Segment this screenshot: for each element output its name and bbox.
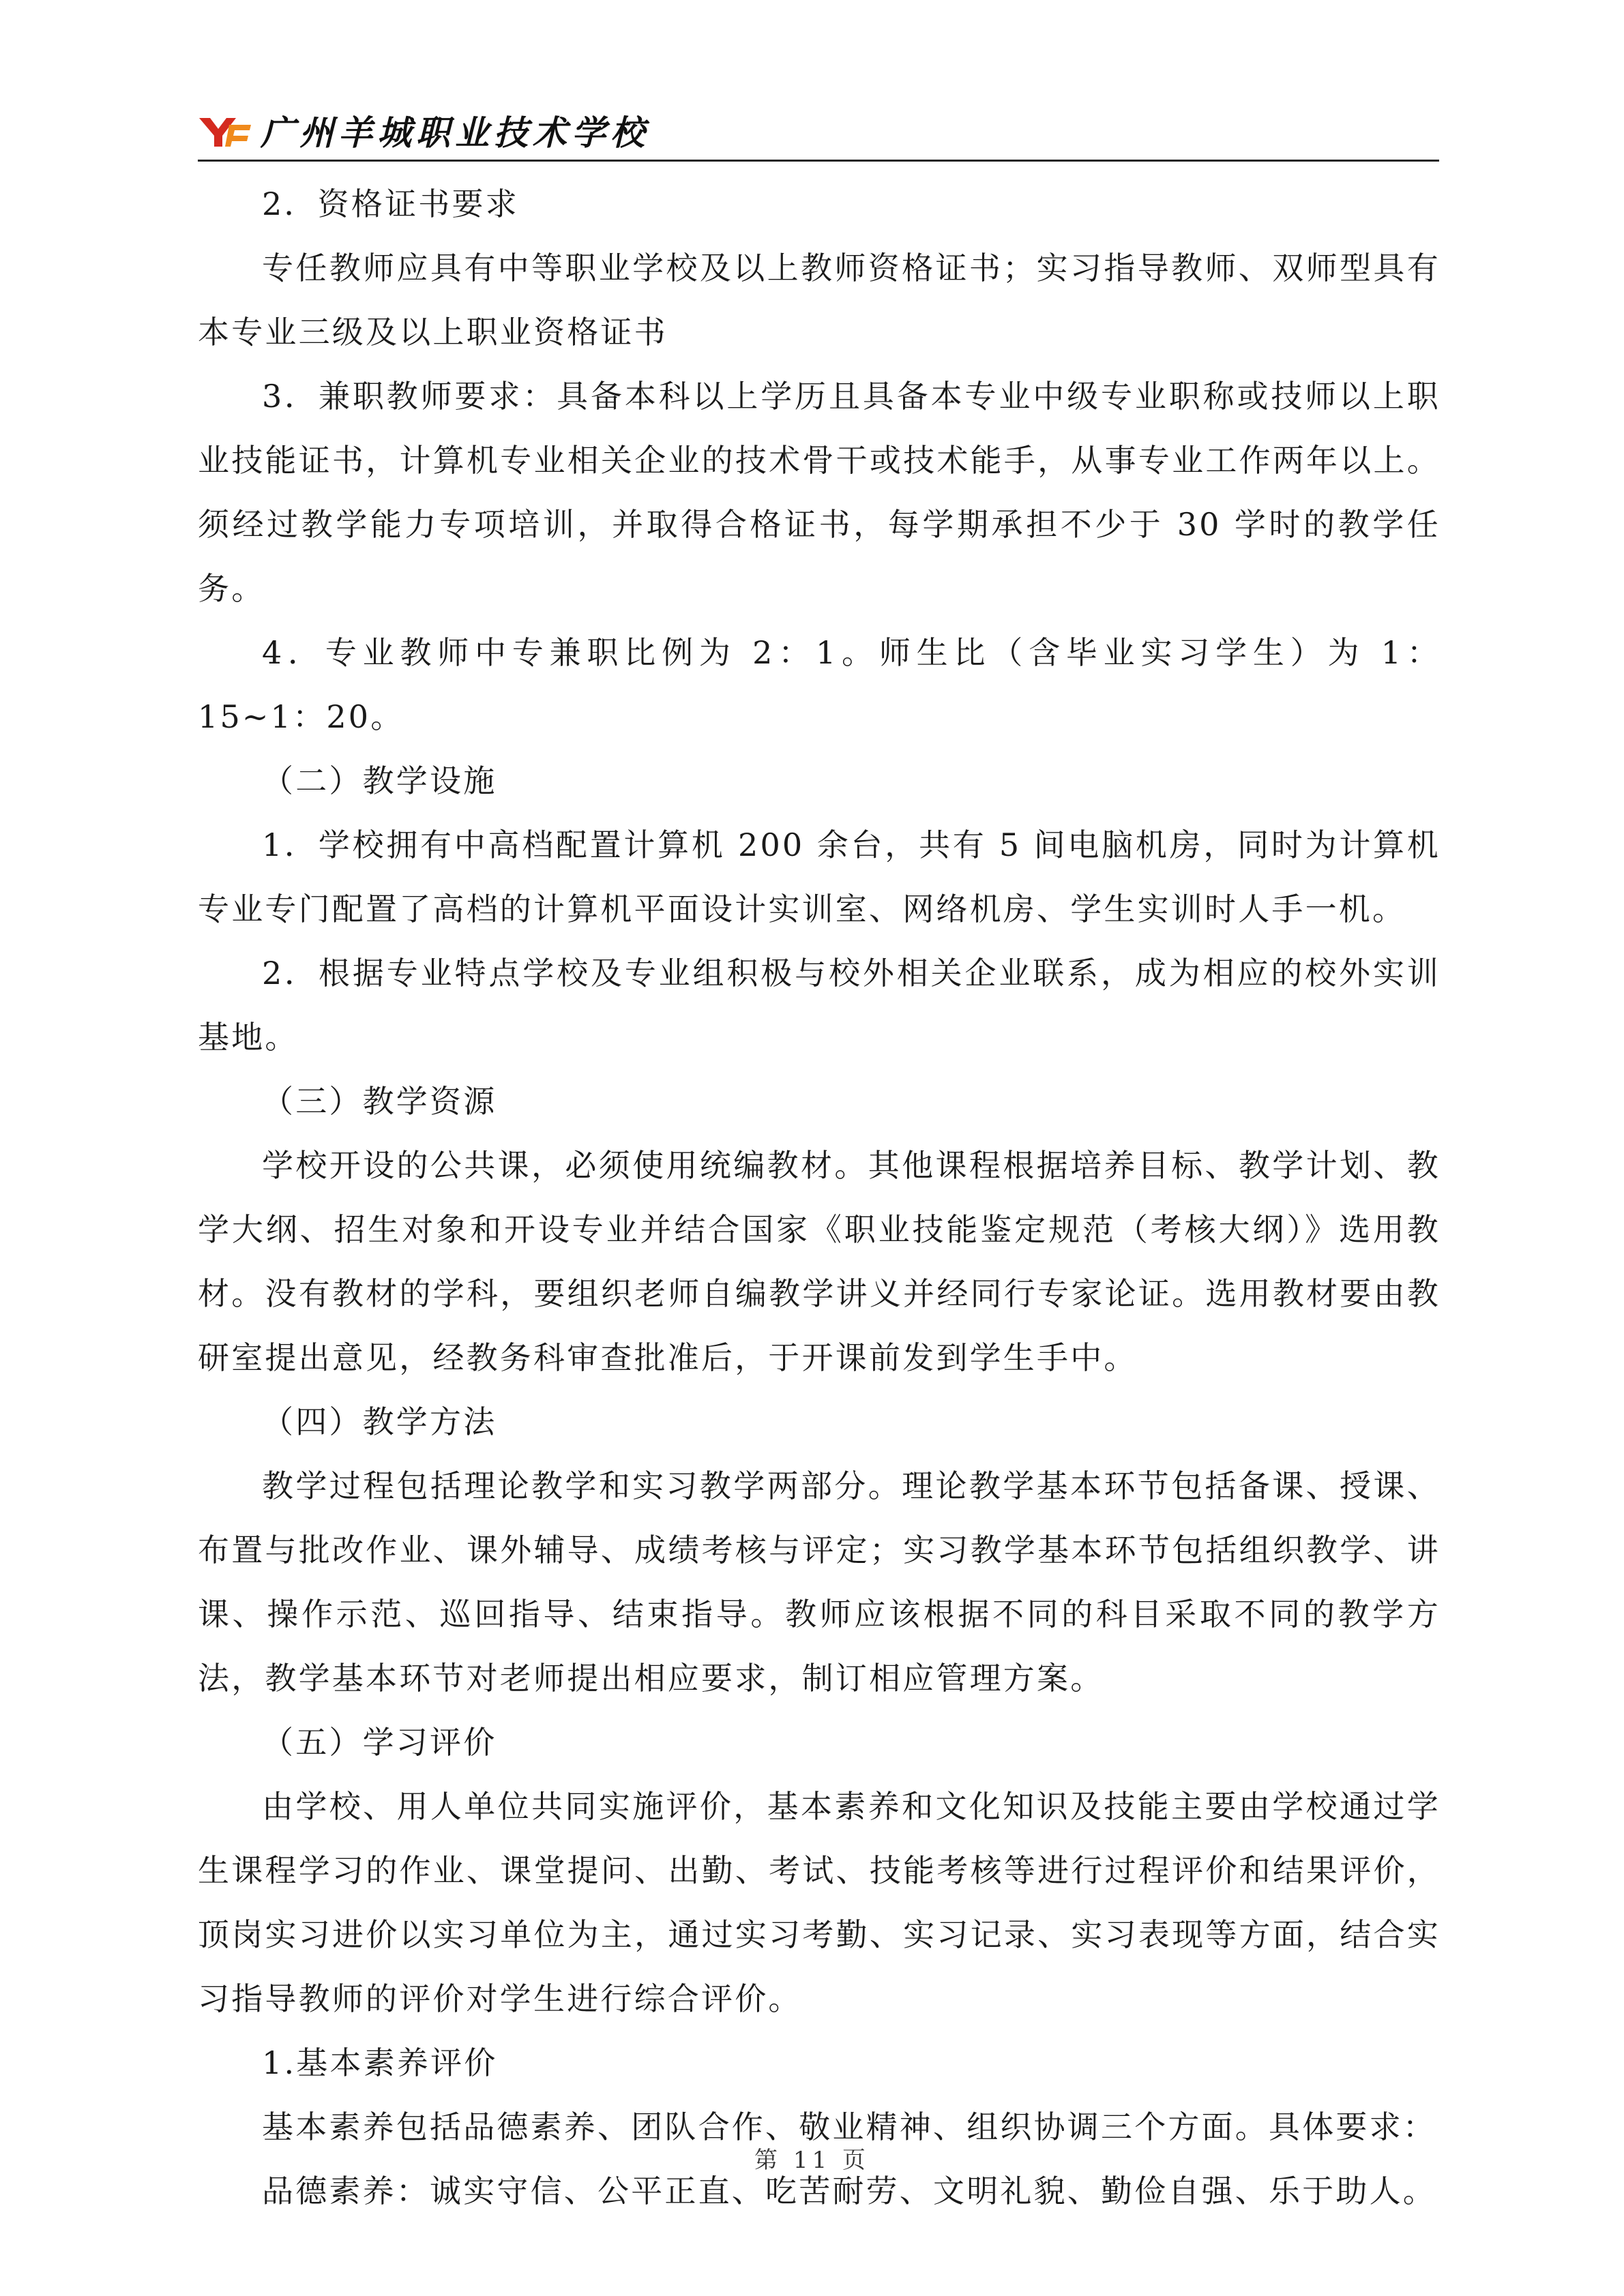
header-divider bbox=[198, 160, 1439, 162]
paragraph: 3．兼职教师要求：具备本科以上学历且具备本专业中级专业职称或技师以上职业技能证书，计算机专业相关企业的技术骨干或技术能手，从事专业工作两年以上。须经过教学能力专项培训，并取得合格证书，每学期承担不少于 30 学时的教学任务。 bbox=[198, 378, 1441, 607]
paragraph: 2．根据专业特点学校及专业组积极与校外相关企业联系，成为相应的校外实训基地。 bbox=[198, 955, 1441, 1056]
document-body bbox=[198, 172, 1441, 2223]
page-number: 第 11 页 bbox=[754, 2147, 870, 2174]
paragraph: （四）教学方法 bbox=[262, 1403, 497, 1440]
paragraph: 1．学校拥有中高档配置计算机 200 余台，共有 5 间电脑机房，同时为计算机专业专门配置了高档的计算机平面设计实训室、网络机房、学生实训时人手一机。 bbox=[198, 826, 1441, 927]
paragraph: （三）教学资源 bbox=[262, 1083, 497, 1120]
paragraph: 教学过程包括理论教学和实习教学两部分。理论教学基本环节包括备课、授课、布置与批改作业、课外辅导、成绩考核与评定；实习教学基本环节包括组织教学、讲课、操作示范、巡回指导、结束指导。教师应该根据不同的科目采取不同的教学方法，教学基本环节对老师提出相应要求，制订相应管理方案。 bbox=[198, 1467, 1441, 1697]
paragraph: 4．专业教师中专兼职比例为 2：1。师生比（含毕业实习学生）为 1：15~1：20。 bbox=[198, 634, 1441, 735]
paragraph: （二）教学设施 bbox=[262, 762, 497, 799]
paragraph: 1.基本素养评价 bbox=[262, 2044, 498, 2081]
paragraph: 品德素养：诚实守信、公平正直、吃苦耐劳、文明礼貌、勤俭自强、乐于助人。 bbox=[262, 2173, 1436, 2209]
paragraph: 专任教师应具有中等职业学校及以上教师资格证书；实习指导教师、双师型具有本专业三级及以上职业资格证书 bbox=[198, 250, 1441, 351]
school-logo-icon bbox=[198, 115, 252, 149]
paragraph: （五）学习评价 bbox=[262, 1724, 497, 1761]
page-header bbox=[198, 113, 1439, 153]
paragraph: 基本素养包括品德素养、团队合作、敬业精神、组织协调三个方面。具体要求： bbox=[262, 2108, 1436, 2145]
school-name: 广州羊城职业技术学校 bbox=[261, 113, 649, 153]
paragraph: 学校开设的公共课，必须使用统编教材。其他课程根据培养目标、教学计划、教学大纲、招生对象和开设专业并结合国家《职业技能鉴定规范（考核大纲）》选用教材。没有教材的学科，要组织老师自编教学讲义并经同行专家论证。选用教材要由教研室提出意见，经教务科审查批准后，于开课前发到学生手中。 bbox=[198, 1147, 1441, 1376]
paragraph: 2．资格证书要求 bbox=[262, 185, 519, 222]
paragraph: 由学校、用人单位共同实施评价，基本素养和文化知识及技能主要由学校通过学生课程学习的作业、课堂提问、出勤、考试、技能考核等进行过程评价和结果评价，顶岗实习进价以实习单位为主，通过实习考勤、实习记录、实习表现等方面，结合实习指导教师的评价对学生进行综合评价。 bbox=[198, 1788, 1441, 2017]
